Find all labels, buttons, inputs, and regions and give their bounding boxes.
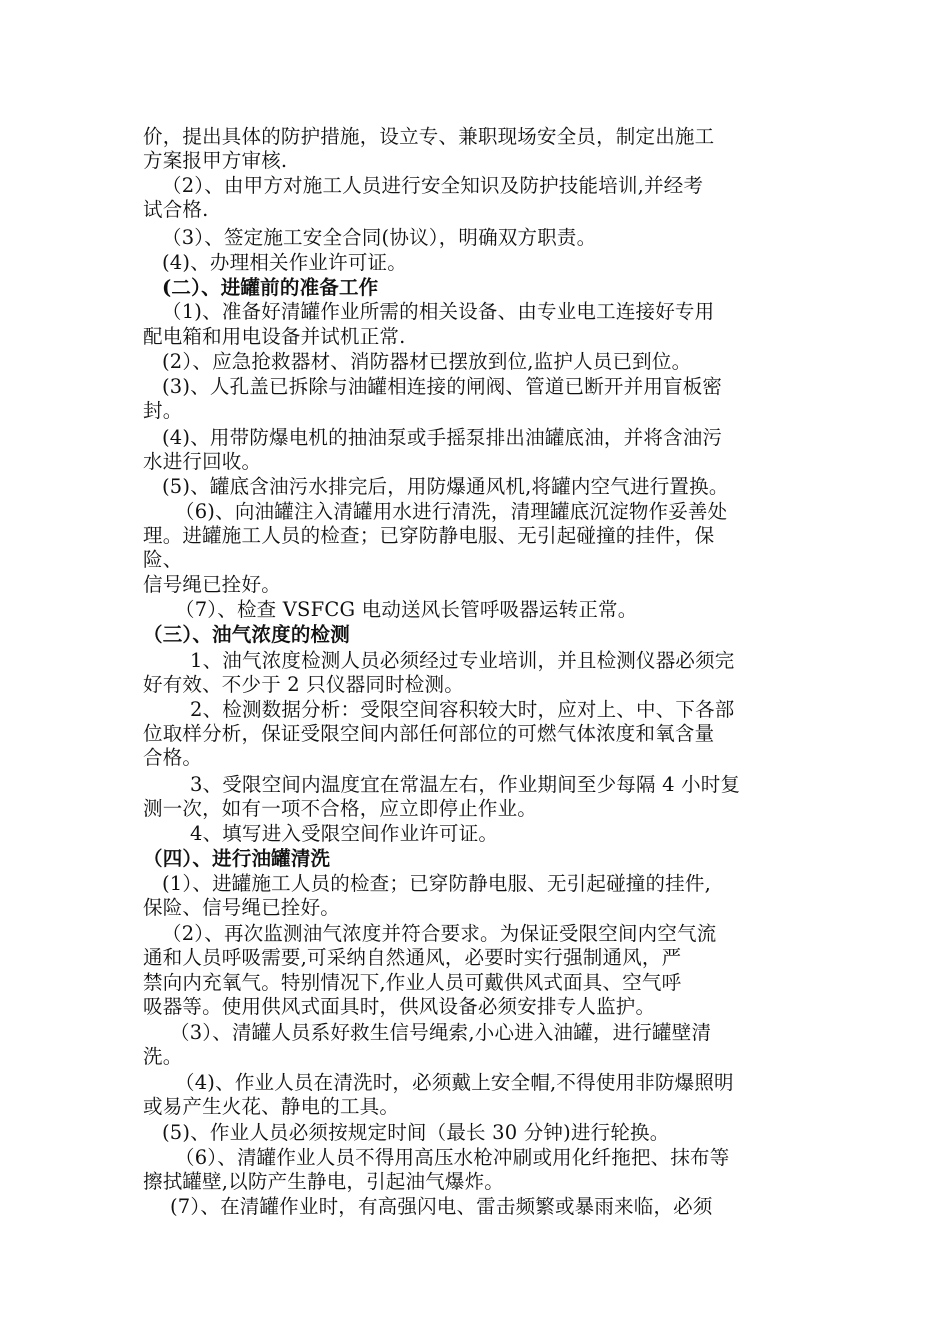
text-line: 擦拭罐壁,以防产生静电，引起油气爆炸。 (143, 1170, 504, 1193)
text-line: 测一次，如有一项不合格，应立即停止作业。 (143, 797, 538, 820)
text-line: 水进行回收。 (143, 450, 262, 473)
text-line: 保险、信号绳已拴好。 (143, 896, 341, 919)
text-line: （4)、作业人员在清洗时，必须戴上安全帽,不得使用非防爆照明 (175, 1071, 734, 1094)
text-line: (3)、人孔盖已拆除与油罐相连接的闸阀、管道已断开并用盲板密 (162, 375, 723, 398)
text-line: (7）、在清罐作业时，有高强闪电、雷击频繁或暴雨来临，必须 (170, 1195, 713, 1218)
text-line: 信号绳已拴好。 (143, 573, 281, 596)
text-line: 配电箱和用电设备并试机正常. (143, 325, 406, 348)
text-line: 封。 (143, 399, 183, 422)
text-line: 位取样分析，保证受限空间内部任何部位的可燃气体浓度和氧含量 (143, 722, 715, 745)
text-line: （7）、检查 VSFCG 电动送风长管呼吸器运转正常。 (175, 598, 638, 621)
text-line: (4)、办理相关作业许可证。 (162, 251, 407, 274)
text-line: 理。进罐施工人员的检查；已穿防静电服、无引起碰撞的挂件，保 (143, 524, 715, 547)
text-line: 吸器等。使用供风式面具时，供风设备必须安排专人监护。 (143, 995, 656, 1018)
section-heading: （三）、油气浓度的检测 (143, 623, 350, 646)
text-line: （6）、清罐作业人员不得用高压水枪冲刷或用化纤拖把、抹布等 (175, 1146, 730, 1169)
text-line: 合格。 (143, 746, 203, 769)
text-line: （3）、清罐人员系好救生信号绳索,小心进入油罐，进行罐壁清 (170, 1021, 712, 1044)
text-line: （6)、向油罐注入清罐用水进行清洗，清理罐底沉淀物作妥善处 (175, 500, 728, 523)
text-line: (5)、罐底含油污水排完后，用防爆通风机,将罐内空气进行置换。 (162, 475, 729, 498)
text-line: 险、 (143, 548, 183, 571)
text-line: 1、油气浓度检测人员必须经过专业培训，并且检测仪器必须完 (190, 649, 735, 672)
section-heading: （四）、进行油罐清洗 (143, 847, 331, 870)
text-line: （3）、签定施工安全合同(协议），明确双方职责。 (162, 226, 597, 249)
text-line: 4、填写进入受限空间作业许可证。 (190, 822, 499, 845)
text-line: 禁向内充氧气。特别情况下,作业人员可戴供风式面具、空气呼 (143, 971, 682, 994)
text-line: 3、受限空间内温度宜在常温左右，作业期间至少每隔 4 小时复 (190, 773, 741, 796)
section-heading: (二）、进罐前的准备工作 (162, 276, 379, 299)
text-line: 试合格. (143, 198, 209, 221)
text-line: 价，提出具体的防护措施，设立专、兼职现场安全员，制定出施工 (143, 125, 715, 148)
text-line: 或易产生火花、静电的工具。 (143, 1095, 400, 1118)
text-line: (1）、进罐施工人员的检查；已穿防静电服、无引起碰撞的挂件, (162, 872, 711, 895)
text-line: 方案报甲方审核. (143, 149, 288, 172)
text-line: (4)、用带防爆电机的抽油泵或手摇泵排出油罐底油，并将含油污 (162, 426, 723, 449)
text-line: （1)、准备好清罐作业所需的相关设备、由专业电工连接好专用 (162, 300, 715, 323)
text-line: （2）、再次监测油气浓度并符合要求。为保证受限空间内空气流 (162, 922, 717, 945)
text-line: (5)、作业人员必须按规定时间（最长 30 分钟)进行轮换。 (162, 1121, 670, 1144)
text-line: 洗。 (143, 1045, 183, 1068)
text-line: （2）、由甲方对施工人员进行安全知识及防护技能培训,并经考 (162, 174, 704, 197)
text-line: 通和人员呼吸需要,可采纳自然通风，必要时实行强制通风，严 (143, 946, 682, 969)
text-line: 2、检测数据分析：受限空间容积较大时，应对上、中、下各部 (190, 698, 735, 721)
text-line: 好有效、不少于 2 只仪器同时检测。 (143, 673, 464, 696)
text-line: (2）、应急抢救器材、消防器材已摆放到位,监护人员已到位。 (162, 350, 692, 373)
